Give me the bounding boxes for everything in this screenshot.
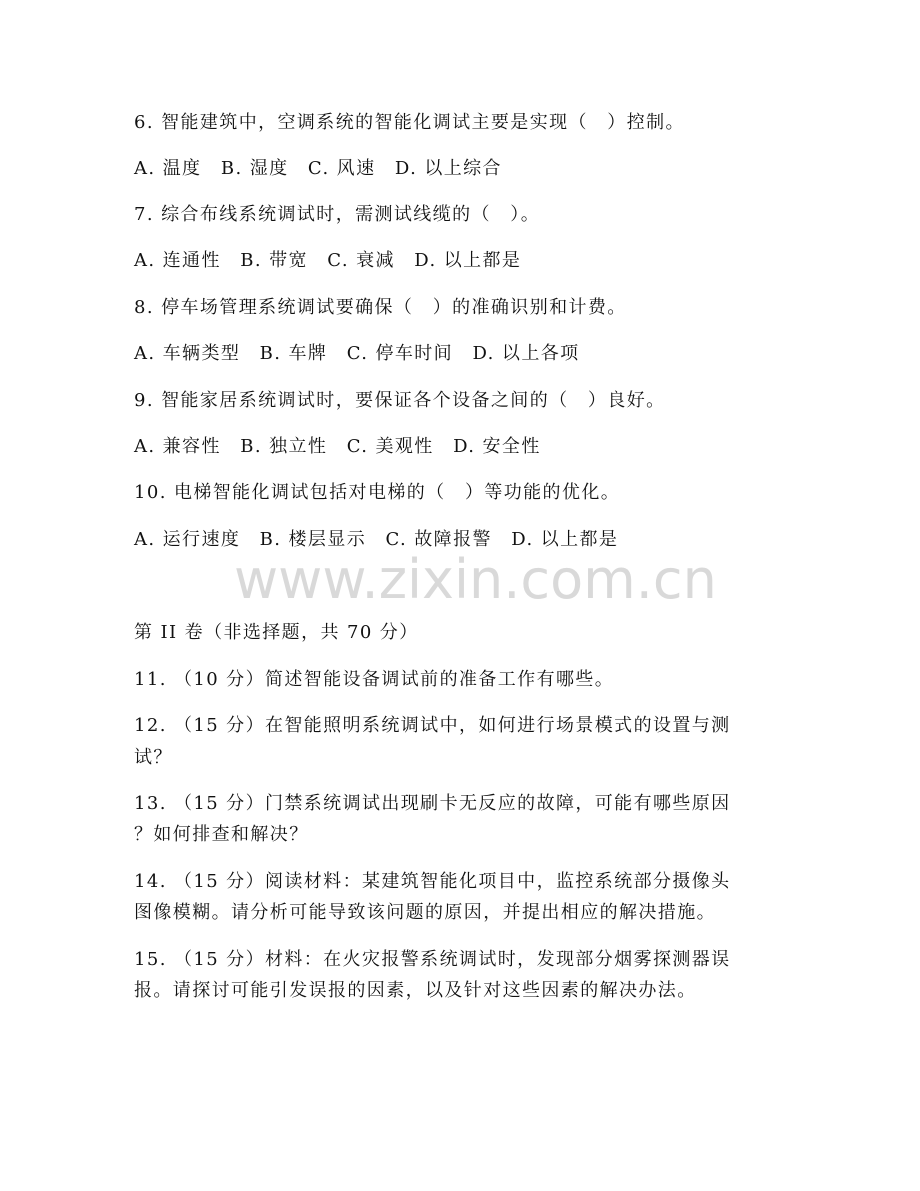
question-12-text-line1: 12. （15 分）在智能照明系统调试中，如何进行场景模式的设置与测 bbox=[134, 715, 731, 736]
question-12-text-line2: 试？ bbox=[134, 747, 173, 768]
question-15-text-line1: 15. （15 分）材料：在火灾报警系统调试时，发现部分烟雾探测器误 bbox=[134, 949, 731, 970]
question-14-text-line1: 14. （15 分）阅读材料：某建筑智能化项目中，监控系统部分摄像头 bbox=[134, 871, 731, 892]
question-15-text-line2: 报。请探讨可能引发误报的因素，以及针对这些因素的解决办法。 bbox=[134, 980, 697, 1001]
question-13-text-line1: 13. （15 分）门禁系统调试出现刷卡无反应的故障，可能有哪些原因 bbox=[134, 793, 731, 814]
question-14-text-line2: 图像模糊。请分析可能导致该问题的原因，并提出相应的解决措施。 bbox=[134, 902, 716, 923]
question-7-text: 7. 综合布线系统调试时，需测试线缆的（ ）。 bbox=[134, 204, 541, 225]
question-10-text: 10. 电梯智能化调试包括对电梯的（ ）等功能的优化。 bbox=[134, 482, 621, 503]
question-11-text: 11. （10 分）简述智能设备调试前的准备工作有哪些。 bbox=[134, 669, 615, 690]
question-7-options: A. 连通性 B. 带宽 C. 衰减 D. 以上都是 bbox=[134, 250, 522, 271]
watermark: www.zixin.com.cn bbox=[234, 548, 717, 611]
question-6-text: 6. 智能建筑中，空调系统的智能化调试主要是实现（ ）控制。 bbox=[134, 112, 685, 133]
question-13-text-line2: ？如何排查和解决？ bbox=[134, 824, 309, 845]
question-6-options: A. 温度 B. 湿度 C. 风速 D. 以上综合 bbox=[134, 158, 502, 179]
question-10-options: A. 运行速度 B. 楼层显示 C. 故障报警 D. 以上都是 bbox=[134, 529, 619, 550]
question-8-options: A. 车辆类型 B. 车牌 C. 停车时间 D. 以上各项 bbox=[134, 343, 580, 364]
question-9-options: A. 兼容性 B. 独立性 C. 美观性 D. 安全性 bbox=[134, 436, 541, 457]
section-title: 第 II 卷（非选择题，共 70 分） bbox=[134, 622, 419, 643]
question-9-text: 9. 智能家居系统调试时，要保证各个设备之间的（ ）良好。 bbox=[134, 390, 666, 411]
question-8-text: 8. 停车场管理系统调试要确保（ ）的准确识别和计费。 bbox=[134, 297, 627, 318]
